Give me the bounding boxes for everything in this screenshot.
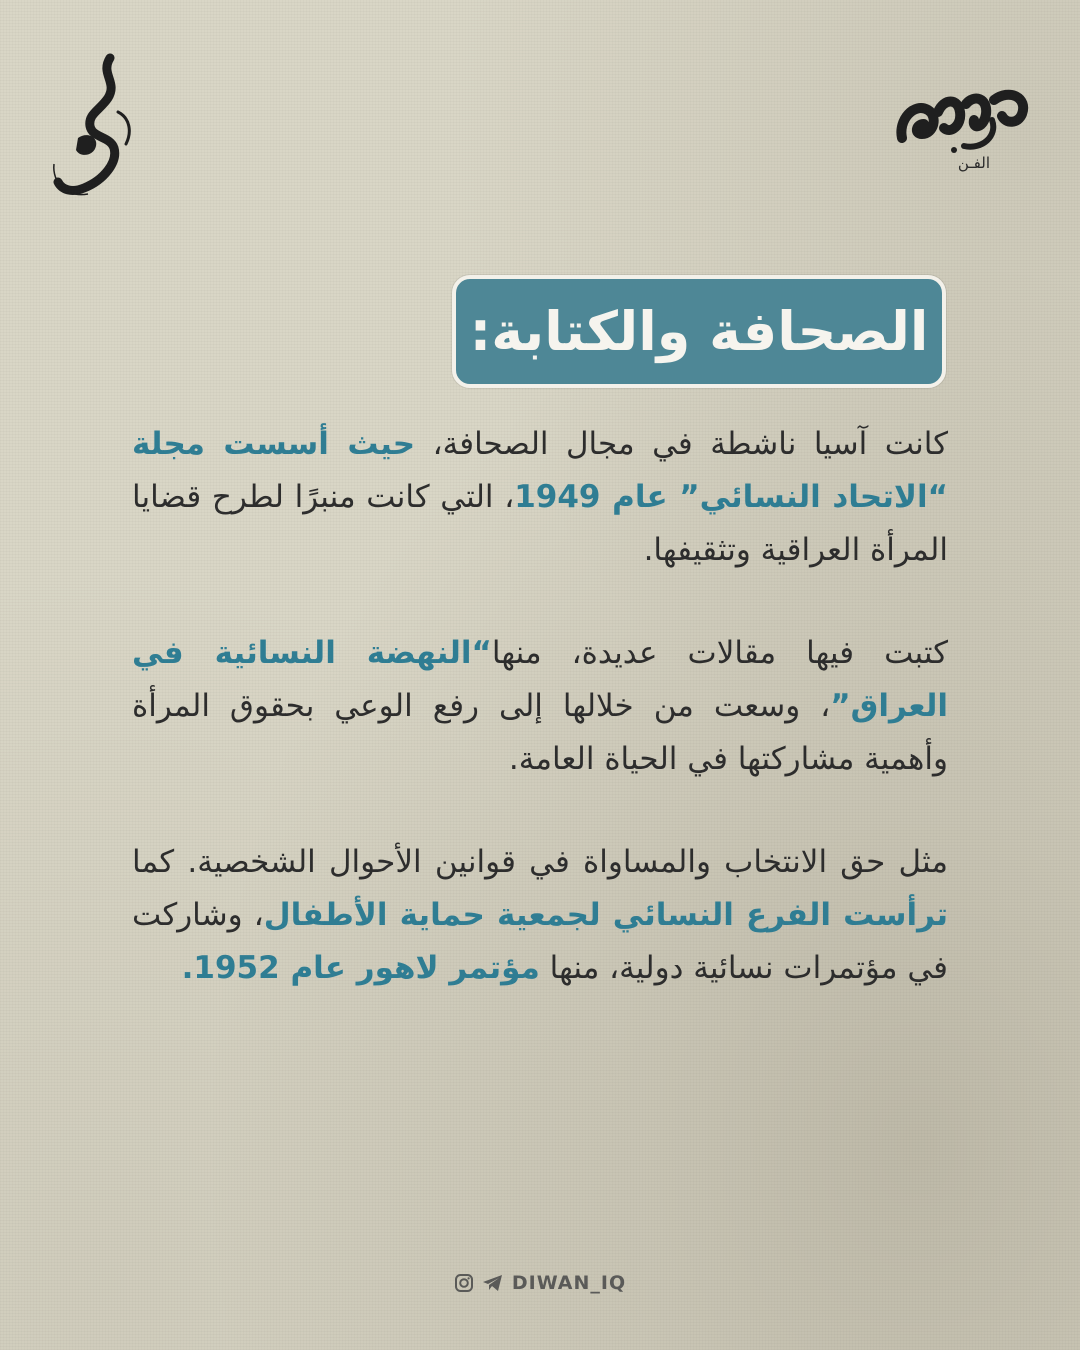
telegram-icon[interactable] — [482, 1273, 504, 1293]
article-body — [132, 418, 948, 1045]
calligraphy-logo-icon — [48, 52, 148, 202]
paragraph-1-highlight: حيث أسست مجلة “الاتحاد النسائي” عام 1949 — [132, 426, 948, 515]
paragraph-2-highlight: “النهضة النسائية في العراق” — [132, 635, 948, 724]
logo-subtitle: الفـن — [957, 154, 990, 172]
calligraphy-logo — [48, 52, 148, 202]
social-handle[interactable]: DIWAN_IQ — [511, 1272, 627, 1294]
paragraph-3-text: مثل حق الانتخاب والمساواة في قوانين الأحوال الشخصية. كما — [132, 844, 948, 880]
diwan-logo-mark — [894, 80, 1034, 160]
paragraph-2 — [132, 627, 948, 786]
paragraph-3-highlight-end: مؤتمر لاهور عام 1952. — [181, 950, 540, 986]
paragraph-1 — [132, 418, 948, 577]
instagram-icon[interactable] — [454, 1273, 474, 1293]
page-title: الصحافة والكتابة: — [469, 300, 929, 363]
title-box — [452, 275, 946, 388]
diwan-logo — [894, 80, 1034, 180]
paragraph-1-text-end: ، التي كانت منبرًا لطرح قضايا المرأة العراقية وتثقيفها. — [132, 479, 948, 568]
footer-social — [0, 1272, 1080, 1294]
paragraph-1-text: كانت آسيا ناشطة في مجال الصحافة، — [415, 426, 948, 462]
paragraph-3-text-mid: ، وشاركت في مؤتمرات نسائية دولية، منها — [132, 897, 948, 986]
paragraph-3 — [132, 836, 948, 995]
paragraph-2-text: كتبت فيها مقالات عديدة، منها — [491, 635, 948, 671]
paragraph-3-highlight: ترأست الفرع النسائي لجمعية حماية الأطفال — [263, 897, 949, 933]
paragraph-2-text-end: ، وسعت من خلالها إلى رفع الوعي بحقوق المرأة وأهمية مشاركتها في الحياة العامة. — [132, 688, 948, 777]
